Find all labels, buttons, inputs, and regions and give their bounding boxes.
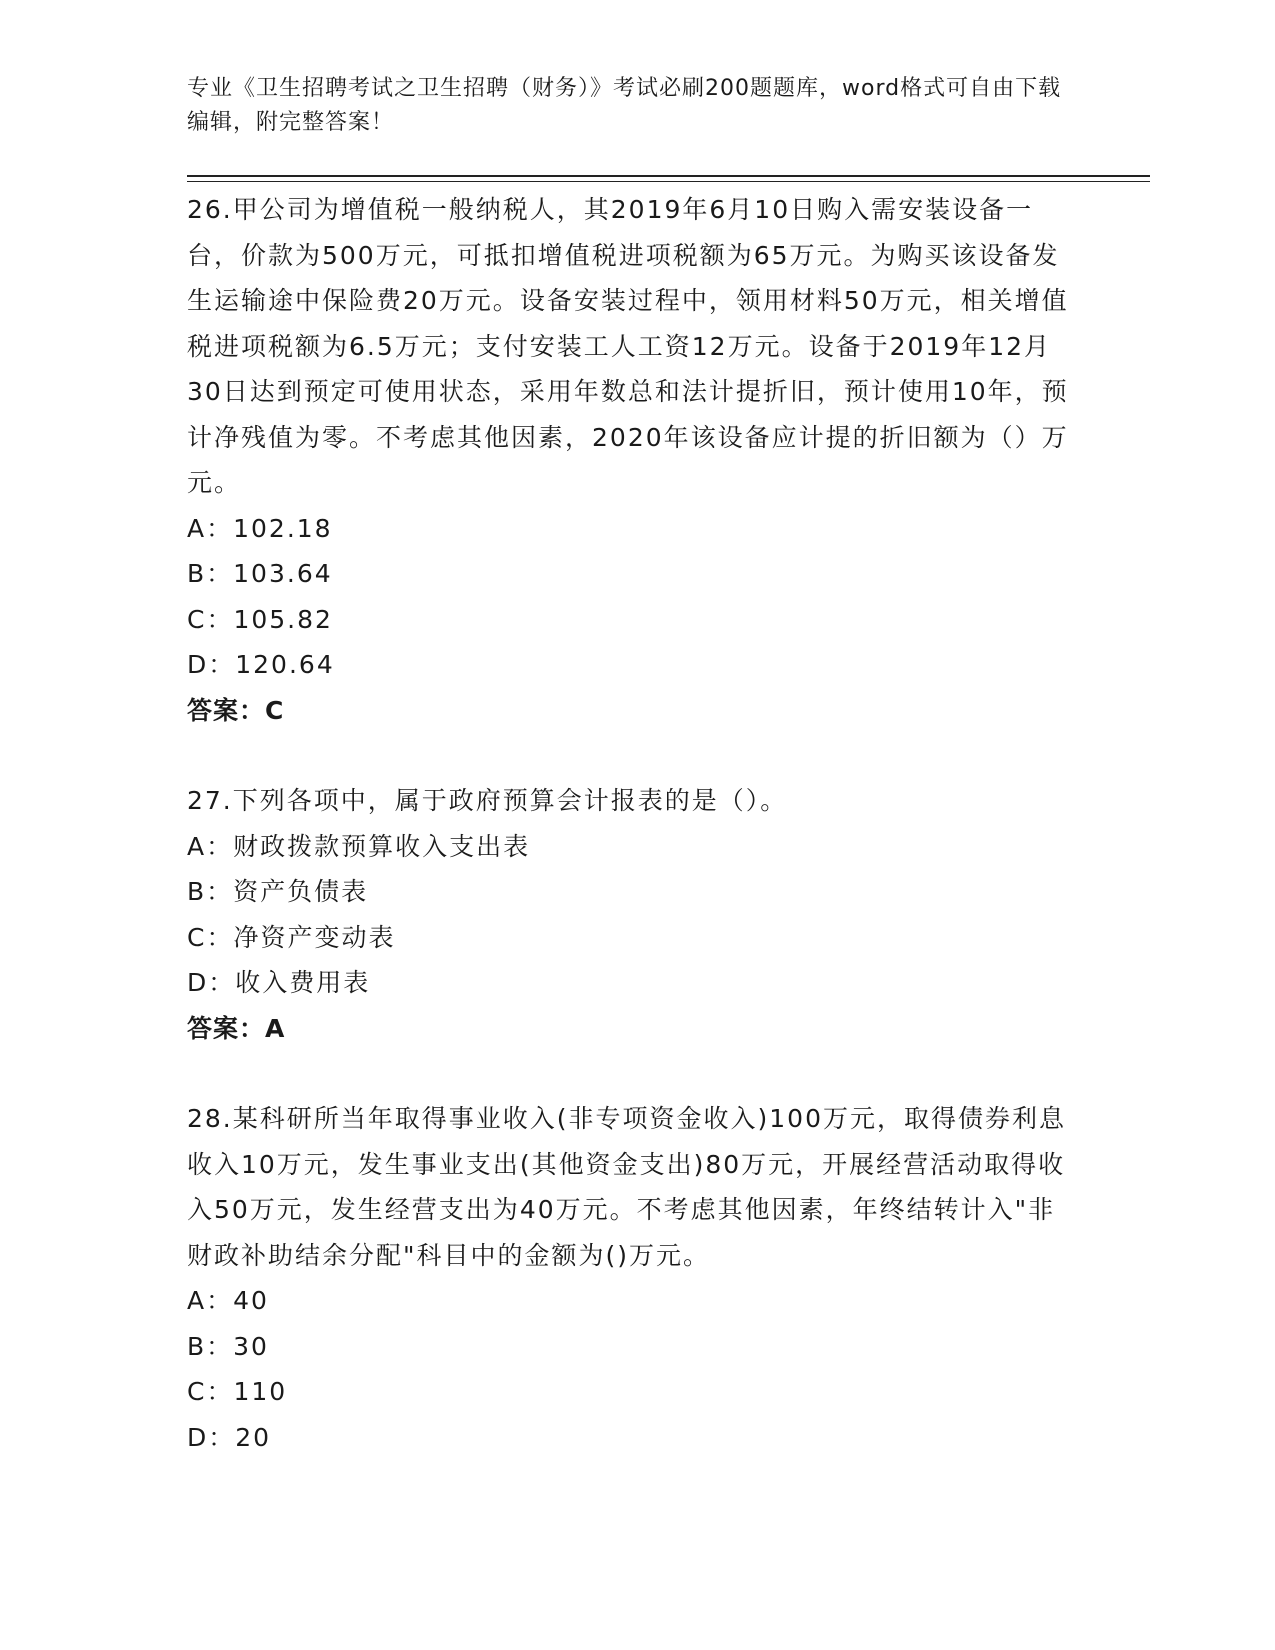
option-c: C：105.82 xyxy=(187,604,333,634)
question-spacer xyxy=(187,1051,1077,1096)
option-c: C：净资产变动表 xyxy=(187,922,396,952)
option-d: D：20 xyxy=(187,1422,272,1452)
question-stem: 28.某科研所当年取得事业收入(非专项资金收入)100万元，取得债券利息收入10万元，发生事业支出(其他资金支出)80万元，开展经营活动取得收入50万元，发生经营支出为40万元。不考虑其他因素，年终结转计入"非财政补助结余分配"科目中的金额为()万元。 xyxy=(187,1104,1066,1270)
answer-text: 答案：A xyxy=(187,1013,286,1043)
document-header: 专业《卫生招聘考试之卫生招聘（财务）》考试必刷200题题库，word格式可自由下载编辑，附完整答案！ xyxy=(187,76,1062,135)
option-d: D：收入费用表 xyxy=(187,968,371,997)
option-d: D：120.64 xyxy=(187,650,335,679)
option-a: A：财政拨款预算收入支出表 xyxy=(187,831,531,861)
option-b: B：资产负债表 xyxy=(187,877,369,906)
option-a: A：102.18 xyxy=(187,513,333,543)
answer-text: 答案：C xyxy=(187,695,285,725)
question-stem: 27.下列各项中，属于政府预算会计报表的是（）。 xyxy=(187,786,788,815)
question-stem: 26.甲公司为增值税一般纳税人，其2019年6月10日购入需安装设备一台，价款为500万元，可抵扣增值税进项税额为65万元。为购买该设备发生运输途中保险费20万元。设备安装过程中，领用材料50万元，相关增值税进项税额为6.5万元；支付安装工人工资12万元。设备于2019年12月30日达到预定可使用状态，采用年数总和法计提折旧，预计使用10年，预计净残值为零。不考虑其他因素，2020年该设备应计提的折旧额为（）万元。 xyxy=(187,195,1069,497)
question-26 xyxy=(187,187,1077,733)
question-27 xyxy=(187,778,1077,1051)
header-divider-thick xyxy=(187,175,1150,177)
option-c: C：110 xyxy=(187,1377,288,1406)
header-divider-thin xyxy=(187,181,1150,182)
option-b: B：103.64 xyxy=(187,559,333,588)
question-28 xyxy=(187,1096,1077,1460)
option-b: B：30 xyxy=(187,1331,269,1361)
question-list xyxy=(187,187,1077,1460)
option-a: A：40 xyxy=(187,1286,269,1315)
question-spacer xyxy=(187,733,1077,778)
